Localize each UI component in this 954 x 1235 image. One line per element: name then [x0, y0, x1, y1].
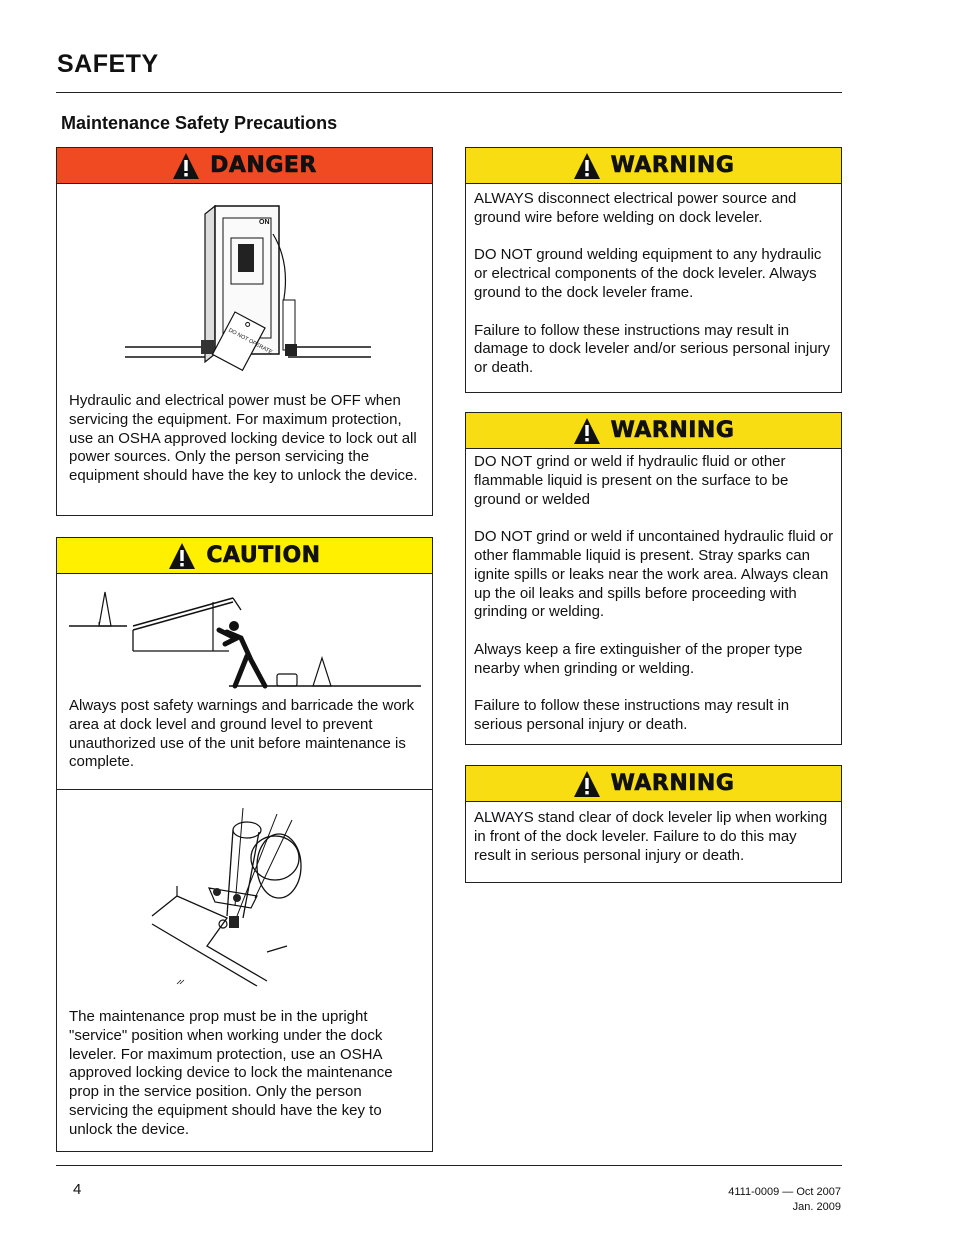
caution-body-2: The maintenance prop must be in the upright "service" position when working under the dock leveler. For maximum protection, use an OSHA approved locking device to lock the maintenance prop in the service position. Only the person servicing the equipment should have the key to unlock the device.: [69, 1008, 393, 1138]
caution-label: CAUTION: [206, 543, 321, 568]
warning-box-1: [465, 147, 842, 393]
warning-body-2: DO NOT grind or weld if hydraulic fluid or other flammable liquid is present on the surface to be ground or welded DO NOT grind or weld if uncontained hydraulic fluid or other flammable liquid is present. Stray sparks can ignite spills or leaks near the work area. Always clean up the oil leaks and spills before proceeding with grinding or welding. Always keep a fire extinguisher of the proper type nearby when grinding or welding. Failure to follow these instructions may result in serious personal injury or death.: [474, 453, 834, 734]
document-number: 4111-0009 — Oct 2007: [728, 1186, 841, 1198]
warning-body-1: ALWAYS disconnect electrical power source and ground wire before welding on dock leveler. DO NOT ground welding equipment to any hydraulic or electrical components of the dock leveler. Always ground to the dock leveler frame. Failure to follow these instructions may result in damage to dock leveler and/or serious personal injury or death.: [474, 190, 831, 377]
warning-triangle-icon: [573, 770, 601, 798]
warning-triangle-icon: [172, 152, 200, 180]
barricade-illustration: [69, 578, 421, 690]
warning-triangle-icon: [573, 417, 601, 445]
document-info: [728, 1185, 841, 1215]
danger-header: [57, 148, 432, 184]
warning-box-2: [465, 412, 842, 745]
caution-box: [56, 537, 433, 1152]
do-not-operate-tag: DO NOT OPERATE: [227, 327, 274, 356]
switch-label: ON: [259, 219, 270, 226]
warning-header-3: [466, 766, 841, 802]
maintenance-prop-illustration: [147, 806, 347, 996]
warning-label-2: WARNING: [610, 418, 735, 443]
caution-body-1: Always post safety warnings and barricade the work area at dock level and ground level to prevent unauthorized use of the unit before maintenance is complete.: [69, 697, 415, 771]
caution-header: [57, 538, 432, 574]
warning-box-3: [465, 765, 842, 883]
document-revision: Jan. 2009: [792, 1201, 841, 1213]
warning-label-3: WARNING: [610, 771, 735, 796]
caution-divider: [57, 789, 432, 790]
top-rule: [56, 92, 842, 93]
warning-header-1: [466, 148, 841, 184]
warning-triangle-icon: [168, 542, 196, 570]
danger-body: Hydraulic and electrical power must be OFF when servicing the equipment. For maximum protection, use an OSHA approved locking device to lock out all power sources. Only the person servicing the equipment should have the key to unlock the device.: [69, 392, 418, 485]
warning-label-1: WARNING: [610, 153, 735, 178]
danger-label: DANGER: [210, 153, 317, 178]
electrical-lockout-illustration: [123, 204, 373, 374]
warning-header-2: [466, 413, 841, 449]
warning-triangle-icon: [573, 152, 601, 180]
footer-rule: [56, 1165, 842, 1166]
warning-body-3: ALWAYS stand clear of dock leveler lip when working in front of the dock leveler. Failure to do this may result in serious personal injury or death.: [474, 809, 828, 864]
danger-box: [56, 147, 433, 516]
page-title: SAFETY: [57, 50, 159, 78]
page-number: 4: [73, 1181, 82, 1198]
section-title: Maintenance Safety Precautions: [61, 113, 338, 133]
